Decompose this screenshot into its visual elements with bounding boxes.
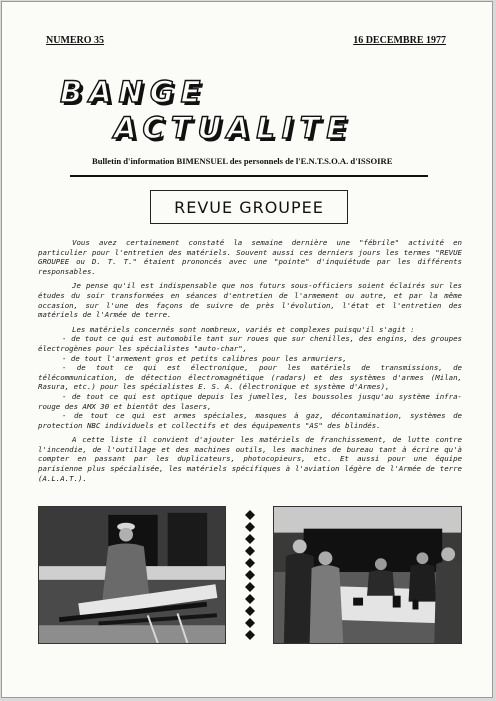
section-title-box: [150, 190, 348, 224]
newsletter-page: [1, 1, 493, 698]
list-item: - de tout ce qui est automobile tant sur roues que sur chenilles, des engins, des groupes électrogènes pour les spécialistes "auto-char",: [38, 334, 462, 353]
list-item: - de tout ce qui est optique depuis les jumelles, les boussoles jusqu'au système infra-rouge des AMX 30 et bientôt des lasers,: [38, 391, 462, 411]
diamond-divider: [244, 510, 256, 644]
masthead-title-line1: BANGE: [60, 75, 208, 109]
article-body: [38, 238, 462, 488]
list-item: - de tout ce qui est électronique, pour les matériels de transmissions, de télécommunication, de détection électromagnétique (radars) et des systèmes d'armes (Milan, Rasura, etc.) pour les spécialistes E. S. A. (électronique et système d'Armes),: [38, 363, 462, 392]
paragraph-purpose: Je pense qu'il est indispensable que nos futurs sous-officiers soient éclairés sur les études du soir transformées en séances d'entretien de l'armement ou autre, et par la même occasion, sur l'une des façons de suivre de près l'évolution, l'état et l'entretien des matériels de l'Armée de terre.: [38, 281, 462, 320]
paragraph-additional-materials: A cette liste il convient d'ajouter les matériels de franchissement, de lutte contre l'incendie, de l'outillage et des machines outils, les machines de bureau tant à écrire qu'à compter en passant par les duplicateurs, photocopieurs, etc. Et aussi pour une équipe parisienne plus spécialisée, les matériels spécifiques à l'aviation légère de l'Armée de terre (A.L.A.T.).: [38, 435, 462, 483]
list-item: - de tout l'armement gros et petits calibres pour les armuriers,: [62, 353, 347, 363]
section-title: REVUE GROUPEE: [174, 197, 324, 217]
masthead-subtitle: Bulletin d'information BIMENSUEL des personnels de l'E.N.T.S.O.A. d'ISSOIRE: [92, 156, 393, 166]
issue-number: NUMERO 35: [46, 35, 105, 46]
paragraph-intro: Vous avez certainement constaté la semaine dernière une "fébrile" activité en particulier pour l'entretien des matériels. Souvent aussi ces derniers jours les termes "REVUE GROUPEE ou D. T. T." étaient prononcés avec une "pointe" d'inquiétude par les différents responsables.: [38, 238, 462, 276]
issue-date: 16 DECEMBRE 1977: [353, 35, 446, 46]
masthead-rule: [70, 175, 428, 177]
paragraph-list-intro: Les matériels concernés sont nombreux, variés et complexes puisqu'il s'agit :: [72, 324, 415, 334]
masthead-title-line2: ACTUALITE: [114, 111, 354, 145]
photo-armory-workbench: [38, 506, 226, 644]
photo-inspection-image: [274, 507, 461, 643]
photo-armory-image: [39, 507, 225, 643]
list-item: - de tout ce qui est armes spéciales, masques à gaz, décontamination, systèmes de protection NBC individuels et collectifs et des équipements "AS" des blindés.: [38, 411, 462, 430]
photo-inspection-group: [273, 506, 462, 644]
